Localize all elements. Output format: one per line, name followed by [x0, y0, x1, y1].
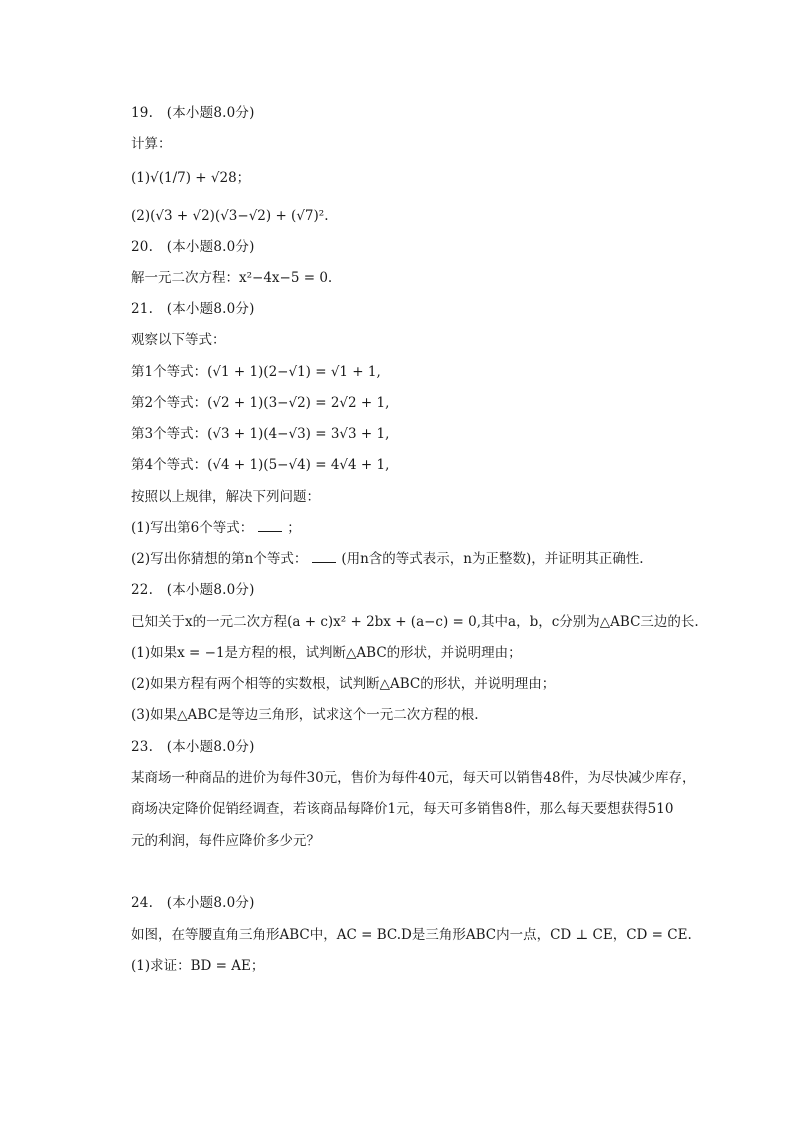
- q19-part1: (1)√(1/7) + √28；: [131, 170, 251, 186]
- q24-header: 24. (本小题8.0分): [131, 895, 255, 911]
- q21-part2: [131, 550, 644, 568]
- q21-header: 21. (本小题8.0分): [131, 301, 255, 317]
- q21-rule: 按照以上规律，解决下列问题：: [131, 489, 320, 505]
- q22-part2: (2)如果方程有两个相等的实数根，试判断△ABC的形状，并说明理由；: [131, 676, 556, 692]
- q23-header: 23. (本小题8.0分): [131, 739, 255, 755]
- q23-line-3: 元的利润，每件应降价多少元？: [131, 833, 320, 849]
- q23-line-2: 商场决定降价促销经调查，若该商品每降价1元，每天可多销售8件，那么每天要想获得510: [131, 801, 674, 817]
- answer-blank: [258, 519, 282, 532]
- answer-blank: [312, 550, 336, 563]
- q19-prompt: 计算：: [131, 136, 172, 152]
- q21-equation-4: 第4个等式：(√4 + 1)(5−√4) = 4√4 + 1,: [131, 457, 390, 473]
- q21-part2-text: (2)写出你猜想的第n个等式：: [131, 551, 308, 567]
- q20-prompt: 解一元二次方程：x²−4x−5 = 0.: [131, 270, 333, 286]
- q19-part2: (2)(√3 + √2)(√3−√2) + (√7)².: [131, 208, 329, 224]
- q20-header: 20. (本小题8.0分): [131, 239, 255, 255]
- q23-line-1: 某商场一种商品的进价为每件30元，售价为每件40元，每天可以销售48件，为尽快减少库存，: [131, 770, 696, 786]
- q21-part1-text: (1)写出第6个等式：: [131, 520, 254, 536]
- q19-header: 19. (本小题8.0分): [131, 105, 255, 121]
- q22-prompt: 已知关于x的一元二次方程(a + c)x² + 2bx + (a−c) = 0,其中a，b，c分别为△ABC三边的长.: [131, 614, 699, 630]
- q21-equation-1: 第1个等式：(√1 + 1)(2−√1) = √1 + 1,: [131, 364, 381, 380]
- q22-part1: (1)如果x = −1是方程的根，试判断△ABC的形状，并说明理由；: [131, 645, 522, 661]
- q21-part1: [131, 519, 301, 537]
- q22-header: 22. (本小题8.0分): [131, 582, 255, 598]
- q21-equation-3: 第3个等式：(√3 + 1)(4−√3) = 3√3 + 1,: [131, 426, 390, 442]
- q24-prompt: 如图，在等腰直角三角形ABC中，AC = BC.D是三角形ABC内一点，CD ⊥ CE，CD = CE.: [131, 927, 692, 943]
- q21-part2-end: (用n含的等式表示，n为正整数)，并证明其正确性.: [341, 551, 644, 567]
- q24-part1: (1)求证：BD = AE；: [131, 958, 265, 974]
- q21-part1-end: ；: [287, 520, 301, 536]
- q22-part3: (3)如果△ABC是等边三角形，试求这个一元二次方程的根.: [131, 707, 479, 723]
- q21-equation-2: 第2个等式：(√2 + 1)(3−√2) = 2√2 + 1,: [131, 395, 390, 411]
- q21-intro: 观察以下等式：: [131, 332, 226, 348]
